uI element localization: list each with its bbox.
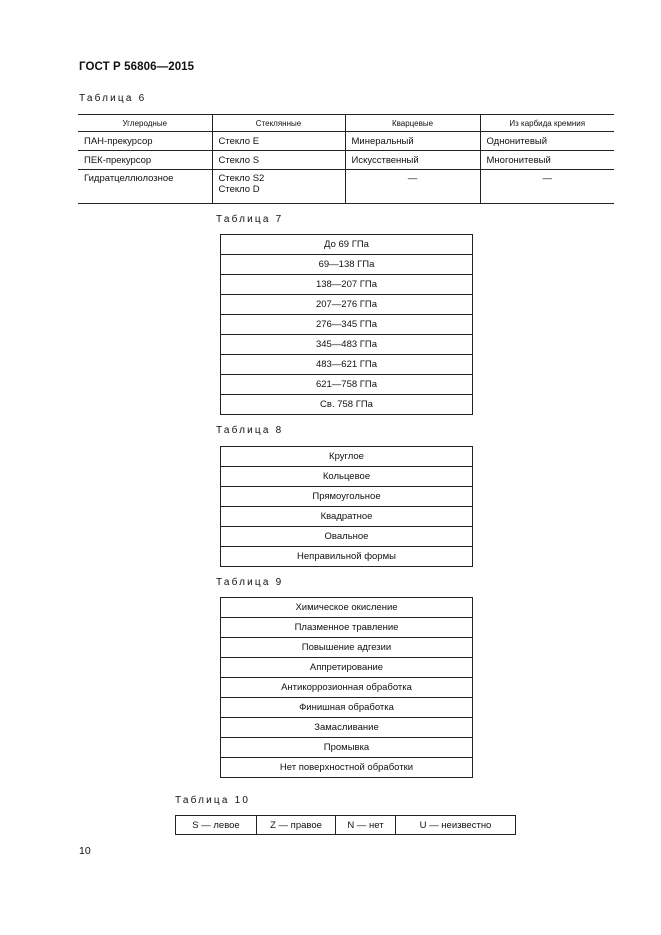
table-cell: 345—483 ГПа (221, 335, 473, 355)
table-cell: S — левое (176, 816, 257, 835)
table-cell: Овальное (221, 527, 473, 547)
table-row (221, 738, 473, 758)
table-cell: Неправильной формы (221, 547, 473, 567)
table-cell: Гидратцеллюлозное (78, 170, 212, 204)
table-row (221, 335, 473, 355)
table-6-caption: Таблица 6 (79, 93, 147, 104)
table-7 (220, 234, 473, 415)
table-row (221, 598, 473, 618)
table-row (221, 638, 473, 658)
table-cell: 207—276 ГПа (221, 295, 473, 315)
table-7-caption: Таблица 7 (216, 214, 284, 225)
table-row (176, 816, 516, 835)
table-cell: Повышение адгезии (221, 638, 473, 658)
table-8 (220, 446, 473, 567)
table-10 (175, 815, 516, 835)
page-number: 10 (79, 845, 91, 857)
table-row (221, 315, 473, 335)
table-row (78, 132, 614, 151)
table-row (78, 151, 614, 170)
table-cell: 276—345 ГПа (221, 315, 473, 335)
table-cell: Химическое окисление (221, 598, 473, 618)
table-cell: До 69 ГПа (221, 235, 473, 255)
table-cell: Финишная обработка (221, 698, 473, 718)
table-row (221, 395, 473, 415)
table-row (221, 758, 473, 778)
table-row (221, 255, 473, 275)
table-cell: U — неизвестно (396, 816, 516, 835)
table-cell: Z — правое (257, 816, 336, 835)
table-cell: — (345, 170, 480, 204)
table-row (221, 618, 473, 638)
table-row (221, 507, 473, 527)
table-cell: Замасливание (221, 718, 473, 738)
table-cell: Аппретирование (221, 658, 473, 678)
table-row (221, 658, 473, 678)
table-9 (220, 597, 473, 778)
table-cell: Искусственный (345, 151, 480, 170)
table-6 (78, 114, 614, 204)
table-9-caption: Таблица 9 (216, 577, 284, 588)
table-cell: Прямоугольное (221, 487, 473, 507)
column-header: Стеклянные (212, 115, 345, 132)
table-row (78, 170, 614, 204)
table-cell: Однонитевый (480, 132, 614, 151)
column-header: Из карбида кремния (480, 115, 614, 132)
table-cell: Промывка (221, 738, 473, 758)
table-cell: 483—621 ГПа (221, 355, 473, 375)
table-cell: — (480, 170, 614, 204)
column-header: Кварцевые (345, 115, 480, 132)
table-row (221, 718, 473, 738)
table-row (221, 698, 473, 718)
table-cell: Квадратное (221, 507, 473, 527)
table-cell: Плазменное травление (221, 618, 473, 638)
table-cell: 621—758 ГПа (221, 375, 473, 395)
table-cell: Стекло S (212, 151, 345, 170)
table-row (221, 527, 473, 547)
table-cell: Минеральный (345, 132, 480, 151)
table-row (221, 355, 473, 375)
table-row (221, 447, 473, 467)
table-row (221, 295, 473, 315)
table-cell: Многонитевый (480, 151, 614, 170)
table-cell: Кольцевое (221, 467, 473, 487)
table-cell: 138—207 ГПа (221, 275, 473, 295)
table-cell: Стекло E (212, 132, 345, 151)
table-row (221, 487, 473, 507)
document-header: ГОСТ Р 56806—2015 (79, 61, 195, 73)
table-header-row (78, 115, 614, 132)
table-10-caption: Таблица 10 (175, 795, 251, 806)
table-row (221, 375, 473, 395)
table-cell: ПЕК-прекурсор (78, 151, 212, 170)
table-row (221, 275, 473, 295)
table-cell (212, 170, 345, 204)
table-cell: ПАН-прекурсор (78, 132, 212, 151)
table-row (221, 678, 473, 698)
table-cell: Св. 758 ГПа (221, 395, 473, 415)
cell-line: Стекло D (218, 184, 260, 195)
table-row (221, 547, 473, 567)
table-cell: N — нет (336, 816, 396, 835)
table-row (221, 467, 473, 487)
table-cell: Круглое (221, 447, 473, 467)
table-8-caption: Таблица 8 (216, 425, 284, 436)
table-row (221, 235, 473, 255)
table-cell: Антикоррозионная обработка (221, 678, 473, 698)
cell-line: Стекло S2 (218, 173, 265, 184)
column-header: Углеродные (78, 115, 212, 132)
table-cell: 69—138 ГПа (221, 255, 473, 275)
table-cell: Нет поверхностной обработки (221, 758, 473, 778)
